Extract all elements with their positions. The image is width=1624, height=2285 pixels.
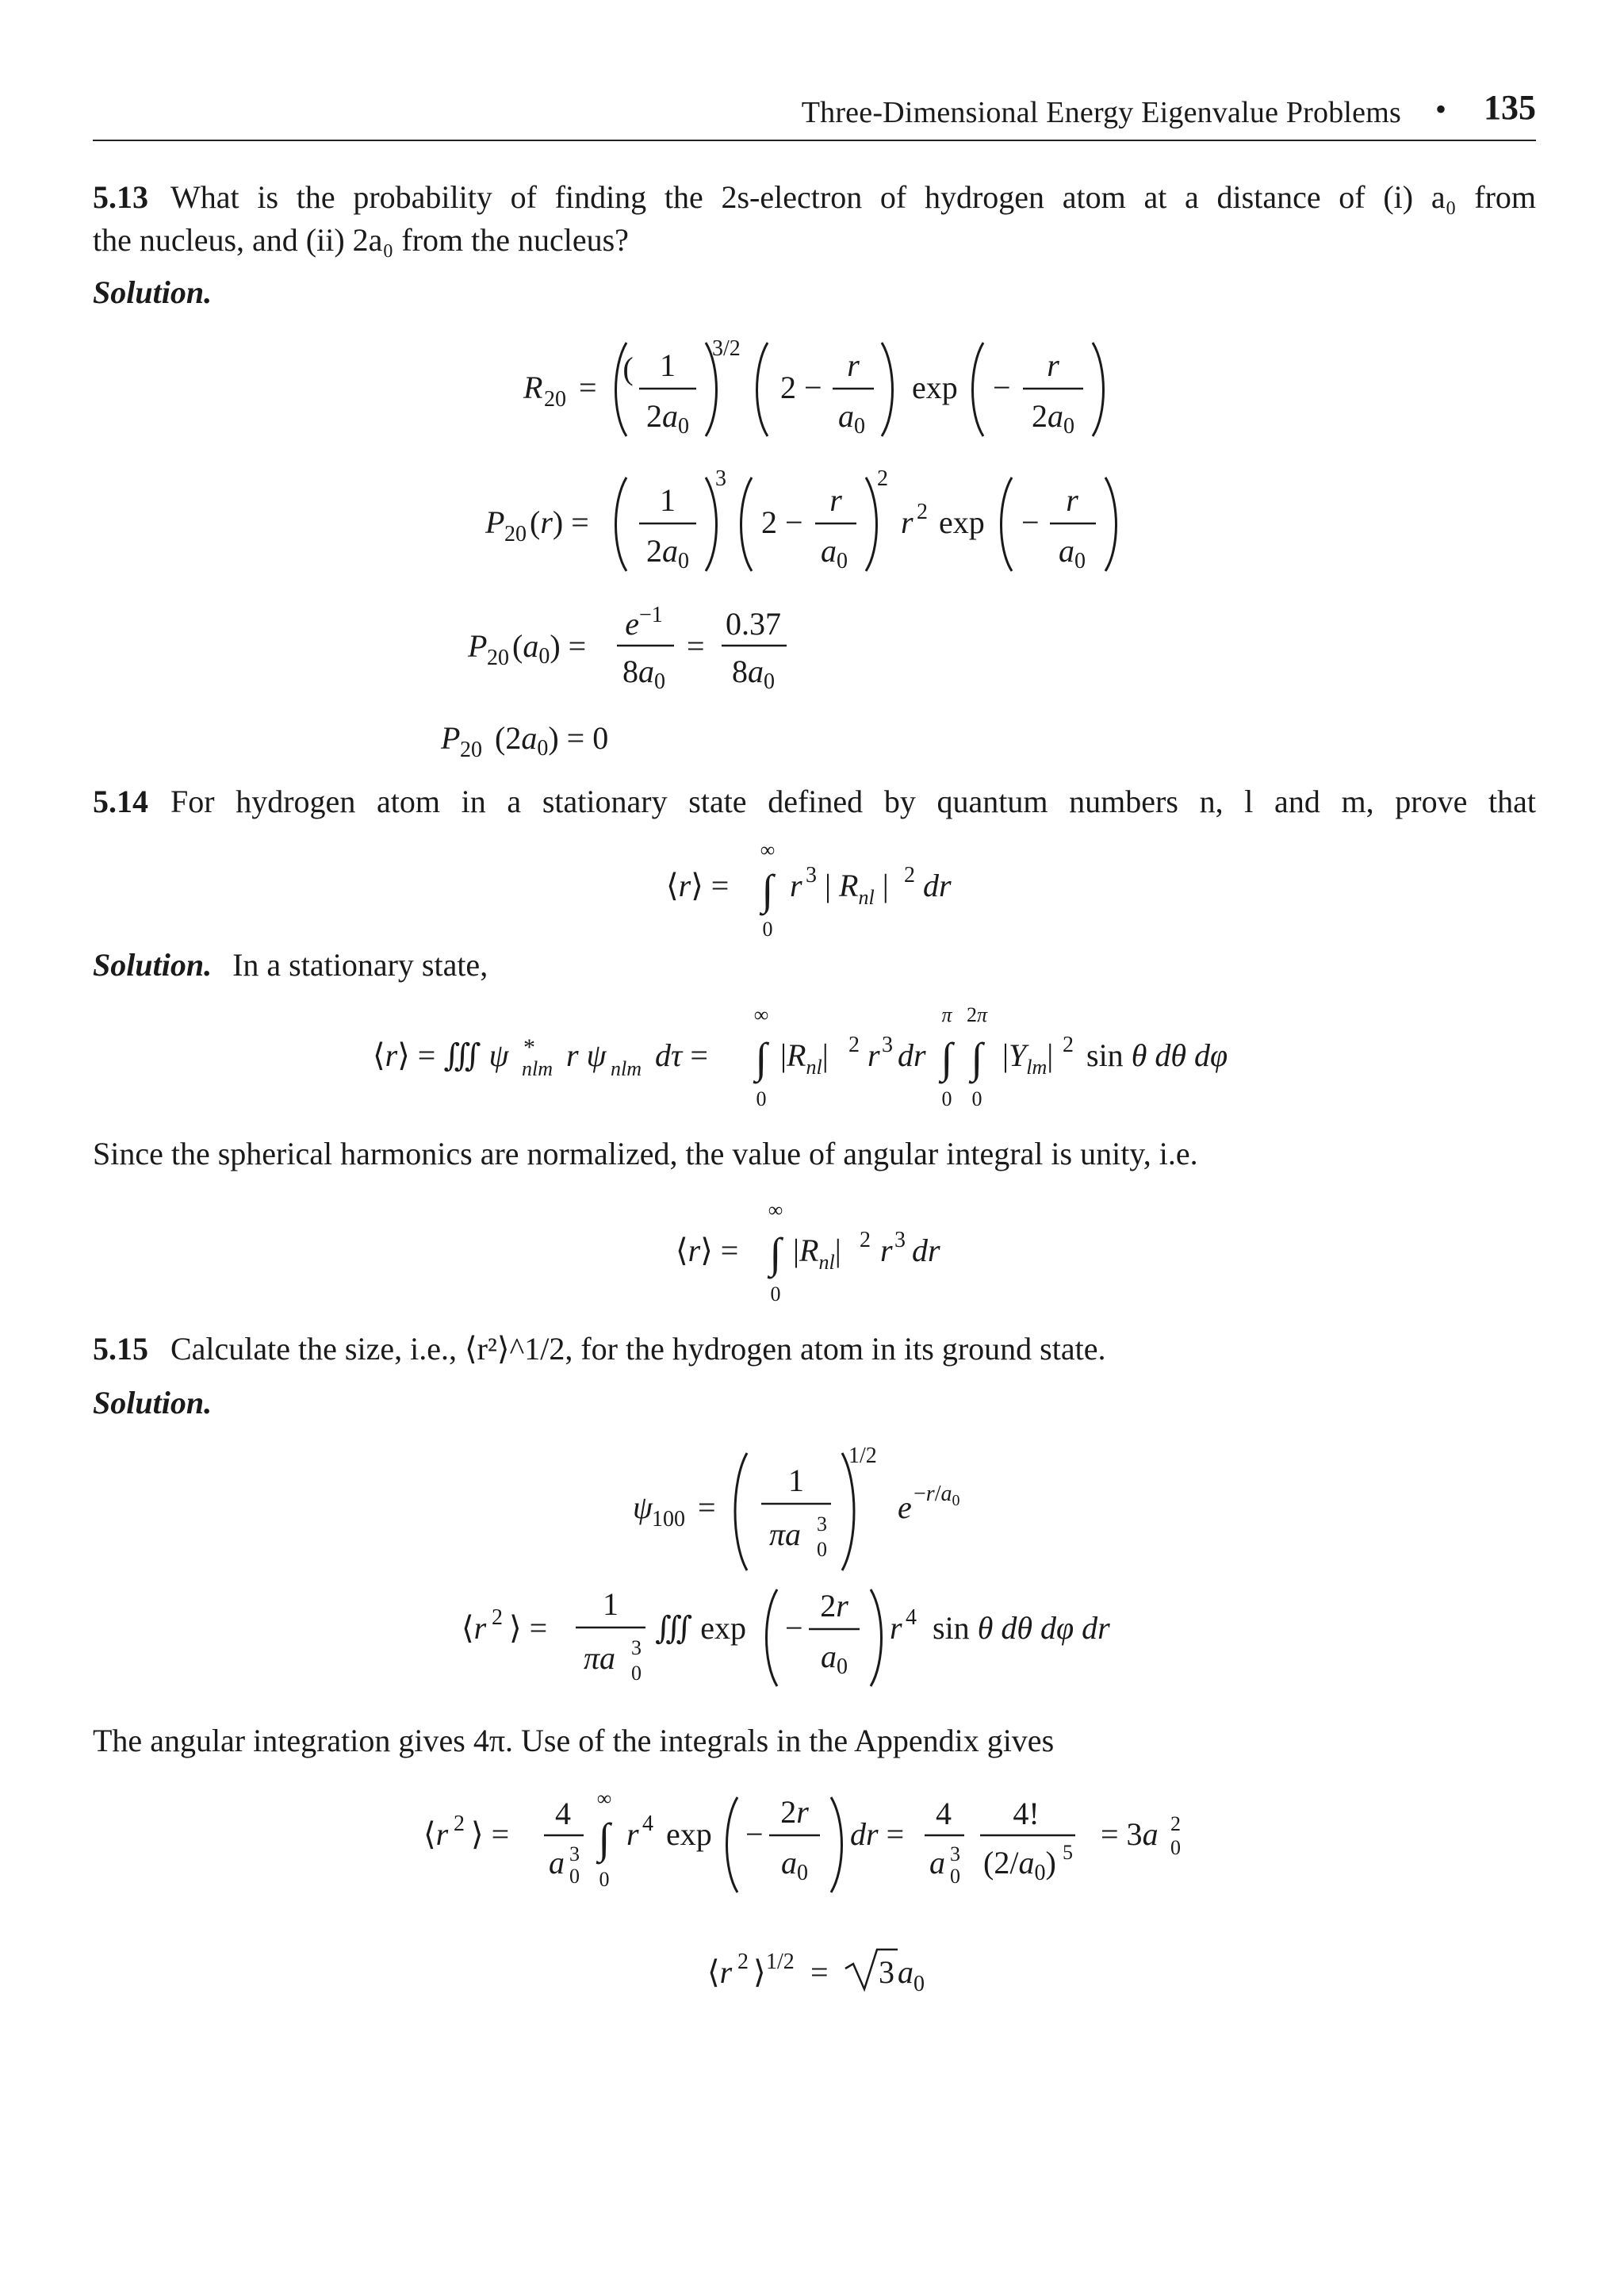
svg-text:a0: $a_0$ [821,1639,848,1679]
svg-text:⟩: ⟩ [753,1954,766,1990]
svg-text:2r: 2r [820,1588,848,1624]
svg-text:1: 1 [660,347,676,383]
svg-text:8a0: $8a_0$ [732,654,775,694]
svg-text:a0: $a_0$ [781,1845,808,1885]
svg-text:2: 2 [917,500,928,524]
svg-text:0: 0 [631,1662,642,1685]
svg-text:1: 1 [788,1463,804,1498]
svg-text:∫: ∫ [755,1034,768,1082]
equation-r-squared-result [423,1787,1181,1892]
svg-text:=: = [579,370,597,405]
svg-text:1: 1 [660,482,676,518]
equation-r-squared-integral [462,1586,1110,1686]
svg-text:0: 0 [599,1868,610,1891]
svg-text:0: 0 [817,1538,827,1561]
angular-integration-remark: The angular integration gives 4π. Use of the integrals in the Appendix gives [93,1723,1055,1758]
svg-text:P: P [485,504,505,540]
svg-text:*: * [523,1034,535,1060]
svg-text:r: r [847,347,860,383]
svg-text:e: e [898,1489,912,1525]
svg-text:0: 0 [756,1087,767,1110]
svg-text:| Rnl |: | $R_{nl}$ | [825,868,889,909]
svg-text:4: 4 [936,1796,952,1831]
svg-text:nlm: nlm [611,1057,642,1080]
svg-text:r: r [901,504,914,540]
solution-label: Solution. [93,947,213,983]
svg-text:r ψ: r ψ [566,1037,607,1073]
svg-text:sin θ dθ dφ dr: sin θ dθ dφ dr [933,1610,1110,1646]
svg-text:ψ: ψ [633,1489,653,1525]
svg-text:r: r [880,1233,893,1268]
svg-text:3: 3 [879,1954,894,1990]
svg-text:r: r [1066,482,1078,518]
svg-text:−: − [993,370,1011,405]
svg-text:dr =: dr = [850,1816,905,1852]
svg-text:2: 2 [1063,1033,1074,1057]
svg-text:−r/a0: $-r/a_0$ [914,1482,960,1509]
running-head: Three-Dimensional Energy Eigenvalue Problems [801,96,1401,129]
svg-text:(: ( [622,351,634,386]
svg-text:exp: exp [912,370,958,405]
svg-text:−: − [745,1816,764,1852]
svg-text:∞: ∞ [596,1787,612,1810]
svg-text:πa: πa [768,1516,802,1552]
svg-text:2 −: 2 − [780,370,822,405]
svg-text:∫: ∫ [769,1229,782,1277]
svg-text:3/2: 3/2 [712,336,741,361]
solution-label: Solution. [93,1385,213,1420]
svg-text:⟨r: ⟨r [423,1816,449,1852]
svg-text:r: r [829,482,842,518]
svg-text:r: r [890,1610,902,1646]
svg-text:∫: ∫ [971,1034,983,1082]
equation-psi100 [633,1443,959,1570]
svg-text:3: 3 [817,1512,827,1535]
svg-text:nlm: nlm [522,1057,553,1080]
svg-text:2π: 2π [966,1003,988,1026]
svg-text:2: 2 [860,1228,871,1252]
svg-text:= 3a: = 3a [1101,1816,1159,1852]
svg-text:2: 2 [454,1812,465,1836]
svg-text:4: 4 [906,1605,917,1630]
svg-text:2: 2 [848,1033,860,1057]
equation-size-result [707,1950,925,1996]
svg-text:2a0: $2a_0$ [1032,398,1074,439]
svg-text:⟨r⟩ =: ⟨r⟩ = [676,1233,739,1268]
svg-text:(a0) =: $(a_0)$ = [512,628,587,669]
svg-text:dr: dr [898,1037,926,1073]
svg-text:2: 2 [492,1605,503,1630]
svg-text:dr: dr [923,868,952,903]
svg-text:0: 0 [950,1865,960,1888]
svg-text:⟩ =: ⟩ = [509,1610,548,1646]
problem-number: 5.13 [93,179,148,215]
svg-text:a: a [898,1954,914,1990]
svg-text:1: 1 [603,1586,619,1622]
svg-text:⟨r: ⟨r [462,1610,487,1646]
svg-text:⟨r: ⟨r [707,1954,733,1990]
svg-text:a0: $a_0$ [838,398,865,439]
svg-text:0: 0 [941,1087,952,1110]
svg-text:∞: ∞ [753,1003,769,1026]
svg-text:3: 3 [715,466,726,491]
svg-text:(r) =: (r) = [530,504,589,540]
svg-text:3: 3 [950,1842,960,1865]
svg-text:0: 0 [762,918,773,941]
problem-text: For hydrogen atom in a stationary state defined by quantum numbers n, l and m, prove that [170,784,1536,819]
solution-label: Solution. [93,274,213,310]
svg-text:∫: ∫ [761,866,774,914]
svg-text:2: 2 [1170,1812,1181,1835]
svg-text:8a0: $8a_0$ [622,654,665,694]
svg-text:20: 20 [504,522,527,546]
svg-text:P: P [468,628,488,664]
svg-text:3: 3 [894,1228,906,1252]
svg-text:exp: exp [939,504,985,540]
svg-text:a: a [929,1845,945,1881]
svg-text:2: 2 [904,863,915,888]
svg-text:|Ylm|: $|Y_{lm}|$ [1002,1037,1054,1079]
svg-text:−: − [785,1610,803,1646]
svg-text:R: R [523,370,543,405]
svg-text:0: 0 [914,1972,925,1996]
svg-text:∫: ∫ [598,1815,611,1862]
solution-text: In a stationary state, [232,947,488,983]
svg-text:100: 100 [652,1507,685,1532]
svg-text:⟨r⟩ = ∭ ψ: ⟨r⟩ = ∭ ψ [373,1037,509,1073]
svg-text:r: r [626,1816,639,1852]
svg-text:∭ exp: ∭ exp [655,1610,747,1646]
svg-text:=: = [810,1954,829,1990]
svg-text:=: = [698,1489,716,1525]
bullet-separator: • [1434,91,1446,127]
svg-text:0: 0 [770,1282,781,1305]
svg-text:dτ =: dτ = [655,1037,708,1073]
svg-text:0.37: 0.37 [726,606,781,642]
svg-text:(2/a0): $(2/a_0)$ [983,1845,1056,1885]
problem-text: Calculate the size, i.e., ⟨r²⟩^1/2, for the hydrogen atom in its ground state. [170,1331,1106,1367]
svg-text:3: 3 [882,1033,893,1057]
svg-text:20: 20 [460,738,482,762]
svg-text:3: 3 [631,1636,642,1659]
svg-text:r: r [790,868,802,903]
svg-text:0: 0 [971,1087,982,1110]
svg-text:r: r [1047,347,1059,383]
svg-text:20: 20 [487,646,509,670]
svg-text:0: 0 [1170,1836,1181,1859]
svg-text:a0: $a_0$ [1059,533,1086,573]
problem-5-13-line2: the nucleus, and (ii) 2a₀ from the nucleus? [93,222,629,258]
svg-text:dr: dr [912,1233,940,1268]
svg-text:|Rnl|: $|R_{nl}|$ [793,1233,841,1274]
svg-text:=: = [687,628,705,664]
svg-text:sin θ dθ dφ: sin θ dθ dφ [1086,1037,1228,1073]
svg-text:exp: exp [666,1816,712,1852]
svg-text:∫: ∫ [940,1034,953,1082]
svg-text:∞: ∞ [760,838,776,861]
svg-text:2 −: 2 − [761,504,803,540]
svg-text:2a0: $2a_0$ [646,398,689,439]
svg-text:20: 20 [544,387,566,412]
svg-text:3: 3 [569,1842,580,1865]
svg-text:5: 5 [1063,1841,1073,1864]
svg-text:P: P [441,720,461,756]
problem-number: 5.15 [93,1331,148,1367]
svg-text:⟨r⟩ =: ⟨r⟩ = [666,868,730,903]
svg-text:−: − [1021,504,1040,540]
page-number: 135 [1484,88,1536,127]
svg-text:πa: πa [583,1640,616,1676]
svg-text:⟩ =: ⟩ = [471,1816,510,1852]
svg-text:2: 2 [877,466,888,491]
angular-integral-remark: Since the spherical harmonics are normalized, the value of angular integral is unity, i.e. [93,1136,1198,1171]
svg-text:2r: 2r [780,1794,809,1830]
problem-number: 5.14 [93,784,148,819]
svg-text:r: r [868,1037,880,1073]
svg-text:0: 0 [569,1865,580,1888]
problem-text: What is the probability of finding the 2s-electron of hydrogen atom at a distance of (i) a₀ from [170,179,1536,215]
svg-text:∞: ∞ [768,1198,783,1221]
svg-text:π: π [941,1003,952,1026]
svg-text:2a0: $2a_0$ [646,533,689,573]
svg-text:a0: $a_0$ [821,533,848,573]
svg-text:a: a [549,1845,565,1881]
svg-text:4!: 4! [1013,1796,1040,1831]
svg-text:2: 2 [737,1950,749,1974]
svg-text:e−1: $e^{-1}$ [625,603,663,642]
svg-text:(2a0) = 0: $(2a_0) = 0$ [495,720,609,761]
svg-text:4: 4 [555,1796,571,1831]
svg-text:1/2: 1/2 [766,1950,795,1974]
svg-text:|Rnl|: $|R_{nl}|$ [780,1037,829,1079]
svg-text:4: 4 [642,1812,653,1836]
svg-text:3: 3 [806,863,817,888]
svg-text:1/2: 1/2 [848,1443,877,1468]
